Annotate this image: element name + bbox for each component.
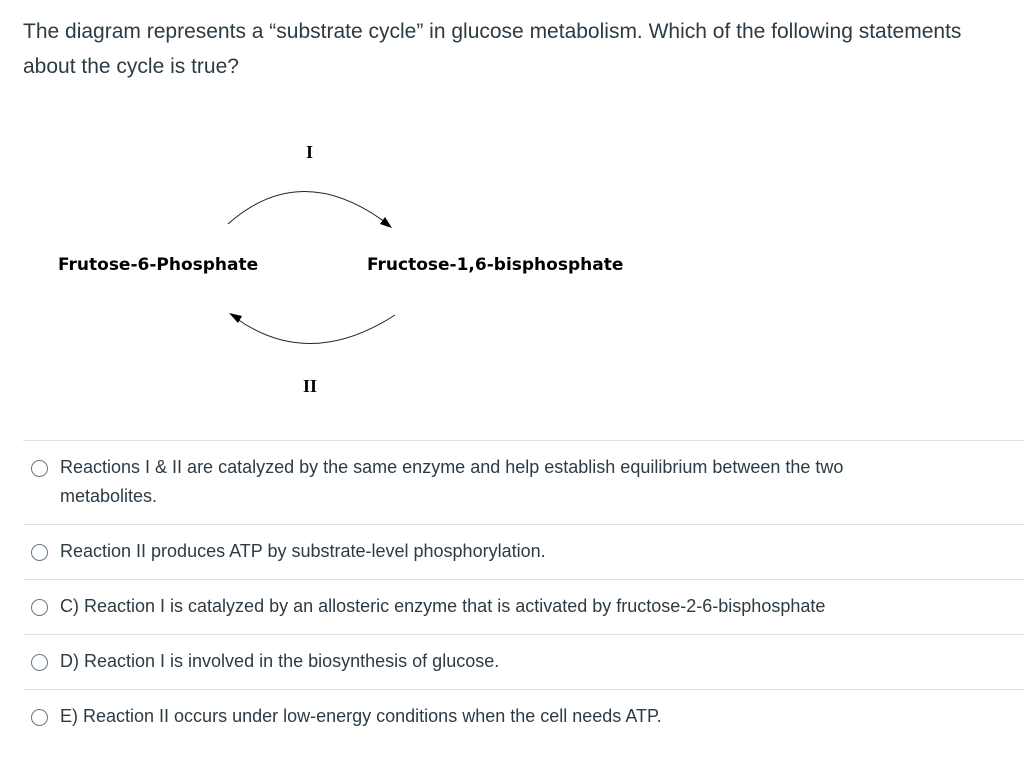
answer-options bbox=[23, 440, 1024, 744]
reaction-ii-label: II bbox=[303, 376, 318, 396]
answer-option-c[interactable] bbox=[23, 579, 1024, 634]
answer-option-a[interactable] bbox=[23, 440, 1024, 524]
answer-label: Reaction II produces ATP by substrate-level phosphorylation. bbox=[60, 541, 546, 561]
fructose-6-phosphate-label: Frutose-6-Phosphate bbox=[58, 255, 259, 275]
reaction-i-arrow bbox=[228, 191, 385, 224]
reaction-i-label: I bbox=[306, 142, 314, 162]
radio-button[interactable] bbox=[31, 460, 48, 477]
question-text: The diagram represents a “substrate cycle” in glucose metabolism. Which of the following statements about the cycle is true? bbox=[23, 20, 962, 78]
reaction-ii-arrow bbox=[237, 315, 395, 344]
radio-button[interactable] bbox=[31, 709, 48, 726]
answer-option-e[interactable] bbox=[23, 689, 1024, 744]
answer-label: Reactions I & II are catalyzed by the same enzyme and help establish equilibrium between the two metabolites. bbox=[60, 457, 844, 506]
fructose-1-6-bisphosphate-label: Fructose-1,6-bisphosphate bbox=[367, 255, 624, 275]
answer-option-d[interactable] bbox=[23, 634, 1024, 689]
radio-button[interactable] bbox=[31, 599, 48, 616]
substrate-cycle-diagram bbox=[0, 120, 700, 420]
answer-label: C) Reaction I is catalyzed by an allosteric enzyme that is activated by fructose-2-6-bisphosphate bbox=[60, 596, 826, 616]
reaction-i-arrowhead bbox=[380, 217, 392, 228]
radio-button[interactable] bbox=[31, 654, 48, 671]
answer-label: D) Reaction I is involved in the biosynthesis of glucose. bbox=[60, 651, 500, 671]
answer-label: E) Reaction II occurs under low-energy conditions when the cell needs ATP. bbox=[60, 706, 662, 726]
answer-option-b[interactable] bbox=[23, 524, 1024, 579]
radio-button[interactable] bbox=[31, 544, 48, 561]
